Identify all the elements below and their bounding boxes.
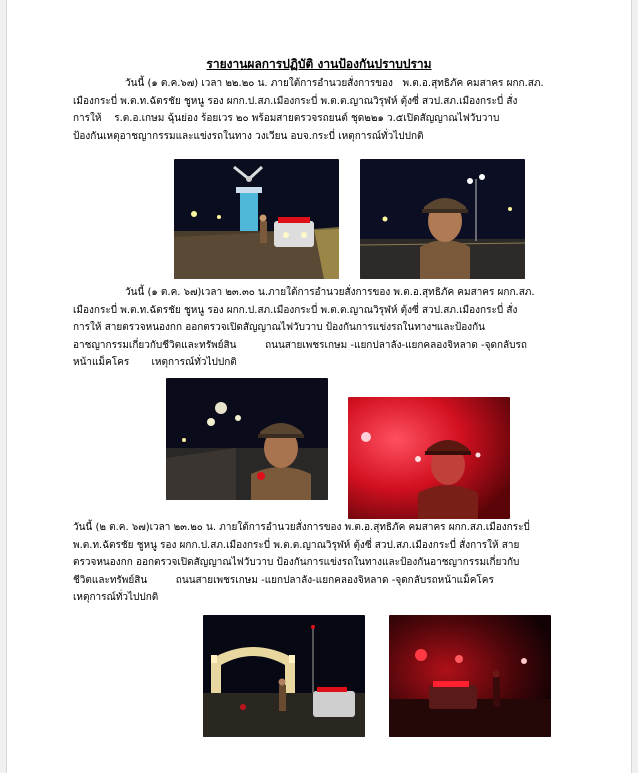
photo-vehicle-red-light — [389, 615, 551, 737]
report-entry-2 — [73, 284, 618, 372]
entry-2-line-5: หน้าแม็คโคร เหตุการณ์ทั่วไปปกติ — [73, 357, 237, 368]
entry-3-line-5: เหตุการณ์ทั่วไปปกติ — [73, 592, 159, 603]
entry-2-line-3: การให้ สายตรวจหนองกก ออกตรวจเปิดสัญญาณไฟวับวาบ ป้องกันการแข่งรถในทางฯและป้องกัน — [73, 322, 486, 333]
entry-3-line-3: ตรวจหนองกก ออกตรวจเปิดสัญญาณไฟวับวาบ ป้องกันการแข่งรถในทางและป้องกันอาชญากรรมเกี่ยวกับ — [73, 557, 520, 568]
report-title: รายงานผลการปฏิบัติ งานป้องกันปราบปราม — [206, 57, 432, 71]
entry-2-line-2: เมืองกระบี่ พ.ต.ท.ฉัตรชัย ชูหนู รอง ผกก.ป.สภ.เมืองกระบี่ พ.ต.ต.ญาณวิรุฬห์ ตุ้งซี่ สวป.สภ.เมืองกระบี่ สั่ง — [73, 304, 518, 316]
report-entry-1 — [73, 75, 618, 145]
entry-1-line-2: เมืองกระบี่ พ.ต.ท.ฉัตรชัย ชูหนู รอง ผกก.ป.สภ.เมืองกระบี่ พ.ต.ต.ญาณวิรุฬห์ ตุ้งซี่ สวป.สภ.เมืองกระบี่ สั่ง — [73, 95, 518, 107]
report-entry-3 — [73, 519, 623, 607]
photo-city-gate-patrol — [203, 615, 365, 737]
entry-3-line-1: วันนี้ (๒ ต.ค. ๖๗)เวลา ๒๓.๒๐ น. ภายใต้การอำนวยสั่งการของ พ.ต.อ.สุทธิภัค คมสาคร ผกก.สภ.เมืองกระบี่ — [73, 522, 530, 533]
photo-roundabout-patrol — [174, 159, 339, 279]
entry-2-line-1: วันนี้ (๑ ต.ค. ๖๗)เวลา ๒๓.๓๐ น.ภายใต้การอำนวยสั่งการของ พ.ต.อ.สุทธิภัค คมสาคร ผกก.สภ. — [125, 287, 535, 298]
entry-2-line-4: อาชญากรรมเกี่ยวกับชีวิตและทรัพย์สิน ถนนสายเพชรเกษม -แยกปลาลัง-แยกคลองจิหลาด -จุดกลับรถ — [73, 339, 527, 351]
entry-1-line-4: ป้องกันเหตุอาชญากรรมและแข่งรถในทาง วงเวียน อบจ.กระบี่ เหตุการณ์ทั่วไปปกติ — [73, 130, 424, 142]
entry-3-line-4: ชีวิตและทรัพย์สิน ถนนสายเพชรเกษม -แยกปลาลัง-แยกคลองจิหลาด -จุดกลับรถหน้าแม็คโคร — [73, 574, 494, 586]
photo-officer-red-light — [348, 397, 510, 519]
photo-officer-selfie-2 — [166, 378, 328, 500]
entry-3-line-2: พ.ต.ท.ฉัตรชัย ชูหนู รอง ผกก.ป.สภ.เมืองกระบี่ พ.ต.ต.ญาณวิรุฬห์ ตุ้งซี่ สวป.สภ.เมืองกระบี่ สั่งการให้ สาย — [73, 539, 520, 551]
document-page — [6, 0, 632, 773]
photo-officer-selfie-1 — [360, 159, 525, 279]
entry-1-line-3: การให้ ร.ต.อ.เกษม ฉุ้นย่อง ร้อยเวร ๒๐ พร้อมสายตรวจรถยนต์ ชุด๒๒๑ ว.๕เปิดสัญญาณไฟวับวาบ — [73, 113, 500, 124]
entry-1-line-1: วันนี้ (๑ ต.ค.๖๗) เวลา ๒๒.๒๐ น. ภายใต้การอำนวยสั่งการของ พ.ต.อ.สุทธิภัค คมสาคร ผกก.สภ. — [125, 78, 544, 89]
